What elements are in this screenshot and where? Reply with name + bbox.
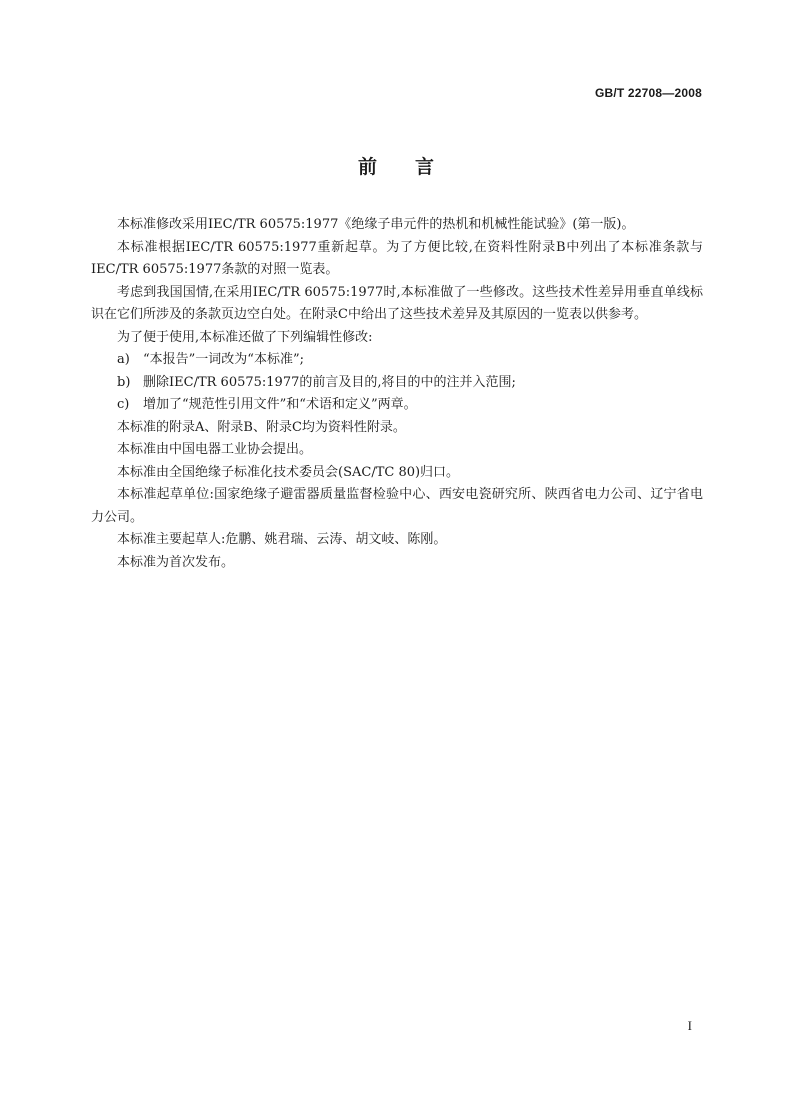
paragraph-adoption: 本标准修改采用IEC/TR 60575:1977《绝缘子串元件的热机和机械性能试验》(第一版)。	[117, 217, 635, 232]
page-number: I	[687, 1018, 692, 1033]
paragraph-annexes: 本标准的附录A、附录B、附录C均为资料性附录。	[117, 419, 406, 435]
list-item	[91, 394, 703, 417]
standard-code: GB/T 22708—2008	[594, 86, 702, 100]
paragraph-drafters: 本标准主要起草人:危鹏、姚君瑞、云涛、胡文岐、陈刚。	[117, 532, 447, 547]
paragraph-drafting-units: 本标准起草单位:国家绝缘子避雷器质量监督检验中心、西安电瓷研究所、陕西省电力公司、辽宁省电力公司。	[91, 487, 703, 525]
foreword-body	[91, 214, 703, 574]
list-item-label: a)	[117, 352, 130, 367]
list-item-label: b)	[117, 374, 131, 390]
paragraph-first-issue: 本标准为首次发布。	[117, 554, 235, 570]
paragraph-editorial-intro: 为了便于使用,本标准还做了下列编辑性修改:	[117, 329, 373, 345]
list-item-text: 删除IEC/TR 60575:1977的前言及目的,将目的中的注并入范围;	[143, 374, 516, 390]
paragraph-technical-differences: 考虑到我国国情,在采用IEC/TR 60575:1977时,本标准做了一些修改。这些技术性差异用垂直单线标识在它们所涉及的条款页边空白处。在附录C中给出了这些技术差异及其原因的一览表以供参考。	[91, 284, 703, 322]
title-char-1: 前	[357, 156, 377, 178]
paragraph-redrafted: 本标准根据IEC/TR 60575:1977重新起草。为了方便比较,在资料性附录B中列出了本标准条款与IEC/TR 60575:1977条款的对照一览表。	[91, 239, 703, 277]
paragraph-administered-by: 本标准由全国绝缘子标准化技术委员会(SAC/TC 80)归口。	[117, 464, 460, 480]
title-char-2: 言	[415, 156, 435, 178]
list-item-text: “本报告”一词改为“本标准”;	[143, 352, 304, 367]
list-item	[91, 349, 703, 372]
paragraph-proposed-by: 本标准由中国电器工业协会提出。	[117, 442, 313, 457]
list-item-text: 增加了“规范性引用文件”和“术语和定义”两章。	[143, 397, 417, 412]
list-item-label: c)	[117, 397, 130, 412]
page-title	[0, 152, 792, 179]
list-item	[91, 372, 703, 395]
